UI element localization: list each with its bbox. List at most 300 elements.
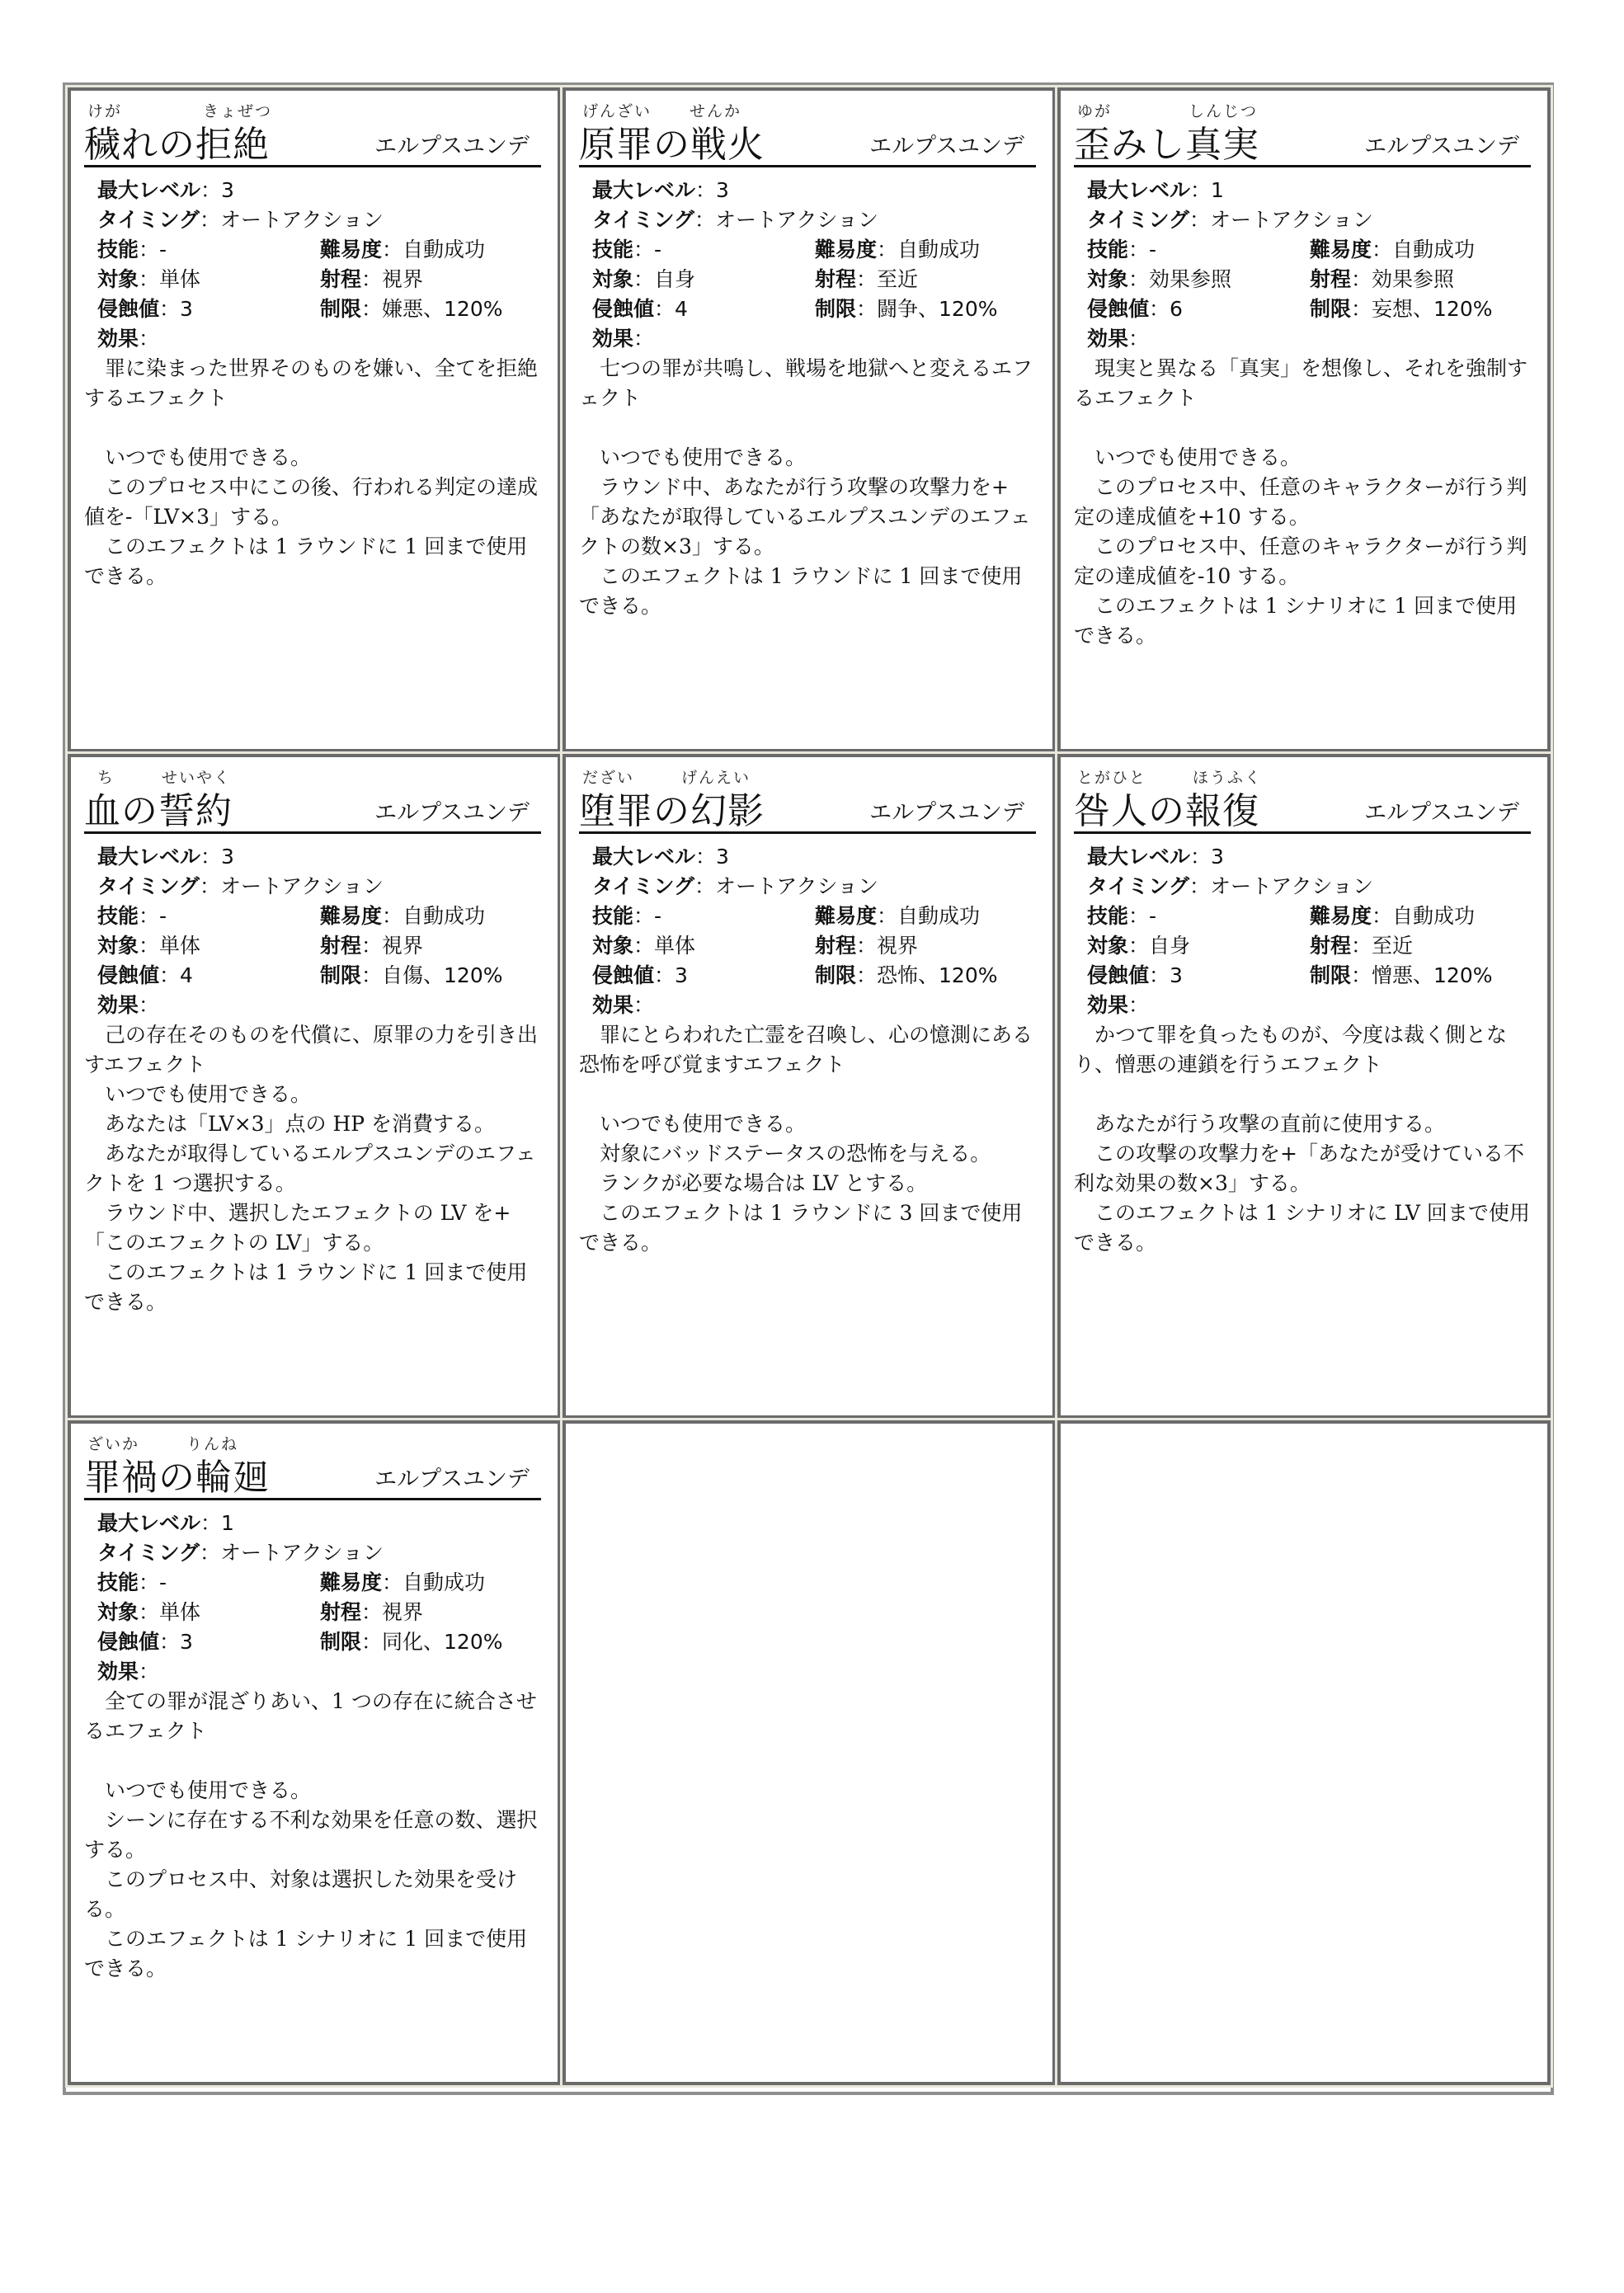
target-label: 対象 <box>1087 267 1129 291</box>
effect-paragraph: 七つの罪が共鳴し、戦場を地獄へと変えるエフェクト <box>579 356 1033 410</box>
max-level <box>1087 842 1224 872</box>
furigana-text: ち <box>97 769 115 787</box>
colon: ： <box>694 208 716 232</box>
colon: ： <box>1351 267 1372 291</box>
colon: ： <box>1149 297 1170 321</box>
target-label: 対象 <box>97 1600 139 1624</box>
effect-paragraph: かつて罪を負ったものが、今度は裁く側となり、憎悪の連鎖を行うエフェクト <box>1074 1023 1508 1076</box>
timing-value: オートアクション <box>715 874 879 898</box>
erosion-value: 4 <box>675 297 688 321</box>
effect-card <box>68 754 561 1419</box>
timing-label: タイミング <box>97 874 200 898</box>
effect-label: 効果 <box>592 327 634 351</box>
timing-value: オートアクション <box>1210 874 1374 898</box>
colon: ： <box>361 1600 383 1624</box>
effect-text <box>579 354 1041 621</box>
target-value: 単体 <box>159 1600 201 1624</box>
row <box>97 1509 546 1538</box>
target <box>592 931 815 961</box>
colon: ： <box>856 297 878 321</box>
effect-paragraph: いつでも使用できる。 <box>84 1778 312 1802</box>
timing-label: タイミング <box>1087 208 1190 232</box>
range <box>320 931 423 961</box>
effect-text <box>1074 354 1536 651</box>
colon: ： <box>382 1570 403 1594</box>
effect-paragraph: あなたは「LV×3」点の HP を消費する。 <box>84 1112 496 1136</box>
difficulty-label: 難易度 <box>1310 904 1372 928</box>
effect-category: エルプスユンデ <box>869 134 1024 159</box>
limit <box>320 961 503 991</box>
erosion <box>97 1627 320 1657</box>
target-value: 単体 <box>654 934 696 958</box>
max-level-label: 最大レベル <box>592 178 696 202</box>
card-title-row <box>84 99 541 167</box>
colon: ： <box>633 238 655 261</box>
effect-text <box>1074 1020 1536 1258</box>
effect-paragraph: ラウンド中、あなたが行う攻撃の攻撃力を+「あなたが取得しているエルプスユンデのエフェクトの数×3」する。 <box>579 475 1031 558</box>
range-label: 射程 <box>1310 267 1352 291</box>
row <box>1087 294 1536 324</box>
erosion-label: 侵蝕値 <box>97 297 160 321</box>
target-label: 対象 <box>97 934 139 958</box>
skill <box>97 902 320 931</box>
effect-paragraph: このエフェクトは 1 ラウンドに 3 回まで使用できる。 <box>579 1201 1023 1255</box>
effect-category: エルプスユンデ <box>374 800 530 826</box>
target-value: 自身 <box>1149 934 1191 958</box>
furigana-text: せいやく <box>162 769 232 787</box>
range-value: 視界 <box>382 267 424 291</box>
row <box>592 324 1041 354</box>
colon: ： <box>200 1511 222 1535</box>
blank-line <box>579 1080 1036 1109</box>
effect-name: 原罪の戦火 <box>579 124 765 166</box>
stat-block <box>579 842 1041 1020</box>
furigana-text: せんか <box>690 102 742 120</box>
furigana-text: けが <box>87 102 123 120</box>
skill-value: - <box>1149 904 1157 928</box>
effect-name: 歪みし真実 <box>1074 124 1259 166</box>
difficulty-value: 自動成功 <box>402 1570 486 1594</box>
limit-label: 制限 <box>815 963 857 987</box>
colon: ： <box>361 1630 383 1654</box>
colon: ： <box>139 1600 160 1624</box>
target-label: 対象 <box>592 267 634 291</box>
stat-block <box>84 176 546 354</box>
target-value: 単体 <box>159 934 201 958</box>
empty-card <box>1057 1420 1551 2085</box>
skill-label: 技能 <box>592 238 634 261</box>
target <box>97 265 320 294</box>
effect-paragraph: このプロセス中、任意のキャラクターが行う判定の達成値を-10 する。 <box>1074 534 1528 588</box>
max-level-label: 最大レベル <box>97 178 201 202</box>
skill-label: 技能 <box>1087 238 1129 261</box>
erosion-value: 3 <box>180 1630 193 1654</box>
card-title-row <box>84 765 541 834</box>
erosion-value: 6 <box>1170 297 1183 321</box>
range-value: 視界 <box>382 1600 424 1624</box>
timing-value: オートアクション <box>220 874 384 898</box>
effect-label: 効果 <box>1087 327 1129 351</box>
effect-paragraph: このプロセス中、任意のキャラクターが行う判定の達成値を+10 する。 <box>1074 475 1528 529</box>
colon: ： <box>139 934 160 958</box>
effect-category: エルプスユンデ <box>869 800 1024 826</box>
skill-value: - <box>159 904 167 928</box>
furigana-text: だざい <box>582 769 635 787</box>
difficulty-value: 自動成功 <box>897 238 981 261</box>
row <box>1087 931 1536 961</box>
row <box>592 176 1041 205</box>
row <box>1087 265 1536 294</box>
stat-block <box>1074 842 1536 1020</box>
effect-paragraph: ラウンド中、選択したエフェクトの LV を+「このエフェクトの LV」する。 <box>84 1201 511 1255</box>
furigana-text: しんじつ <box>1189 102 1259 120</box>
timing <box>1087 205 1373 235</box>
colon: ： <box>694 874 716 898</box>
skill <box>1087 902 1310 931</box>
difficulty-value: 自動成功 <box>897 904 981 928</box>
timing-value: オートアクション <box>1210 208 1374 232</box>
limit-value: 闘争、120% <box>877 297 998 321</box>
colon: ： <box>1189 208 1211 232</box>
timing-value: オートアクション <box>220 208 384 232</box>
difficulty <box>320 235 485 265</box>
limit-value: 同化、120% <box>382 1630 503 1654</box>
row <box>592 961 1041 991</box>
erosion-value: 3 <box>1170 963 1183 987</box>
difficulty-value: 自動成功 <box>402 238 486 261</box>
range-value: 至近 <box>877 267 919 291</box>
colon: ： <box>139 267 160 291</box>
furigana-text: とがひと <box>1077 769 1147 787</box>
target-value: 自身 <box>654 267 696 291</box>
colon: ： <box>1372 238 1393 261</box>
timing <box>1087 872 1373 902</box>
colon: ： <box>1149 963 1170 987</box>
colon: ： <box>1128 238 1150 261</box>
max-level-label: 最大レベル <box>1087 178 1191 202</box>
card-title-row <box>579 765 1036 834</box>
effect-name: 堕罪の幻影 <box>579 790 765 832</box>
colon: ： <box>361 934 383 958</box>
blank-line <box>1074 1080 1531 1109</box>
effect-label: 効果 <box>97 327 139 351</box>
row <box>97 1627 546 1657</box>
limit <box>320 294 503 324</box>
target <box>97 931 320 961</box>
row <box>592 842 1041 872</box>
erosion <box>592 294 815 324</box>
difficulty <box>815 235 980 265</box>
timing <box>592 872 878 902</box>
range-value: 効果参照 <box>1372 267 1455 291</box>
timing <box>97 1538 384 1568</box>
effect-paragraph: 現実と異なる「真実」を想像し、それを強制するエフェクト <box>1074 356 1528 410</box>
range-label: 射程 <box>320 934 362 958</box>
colon: ： <box>361 267 383 291</box>
limit-value: 恐怖、120% <box>877 963 998 987</box>
skill <box>592 902 815 931</box>
skill <box>592 235 815 265</box>
difficulty-label: 難易度 <box>1310 238 1372 261</box>
max-level <box>97 1509 234 1538</box>
effect-paragraph: いつでも使用できる。 <box>84 1082 312 1106</box>
timing-label: タイミング <box>592 874 695 898</box>
target-value: 単体 <box>159 267 201 291</box>
row <box>1087 991 1536 1020</box>
range-label: 射程 <box>320 267 362 291</box>
effect-text <box>84 1020 546 1317</box>
colon: ： <box>200 208 221 232</box>
colon: ： <box>1351 934 1372 958</box>
range <box>1310 931 1413 961</box>
blank-line <box>579 413 1036 443</box>
colon: ： <box>633 934 655 958</box>
range <box>815 931 918 961</box>
max-level-value: 3 <box>1211 845 1224 869</box>
stat-block <box>579 176 1041 354</box>
limit-value: 妄想、120% <box>1372 297 1493 321</box>
card-title-row <box>1074 765 1531 834</box>
effect-paragraph: いつでも使用できる。 <box>579 1112 807 1136</box>
furigana-text: りんね <box>186 1435 239 1453</box>
target-label: 対象 <box>592 934 634 958</box>
effect-paragraph: このプロセス中、対象は選択した効果を受ける。 <box>84 1867 518 1921</box>
row <box>592 294 1041 324</box>
effect-card <box>563 87 1056 752</box>
erosion-label: 侵蝕値 <box>1087 963 1150 987</box>
row <box>592 902 1041 931</box>
skill <box>1087 235 1310 265</box>
effect-paragraph: いつでも使用できる。 <box>579 445 807 469</box>
effect-name: 咎人の報復 <box>1074 790 1259 832</box>
difficulty-value: 自動成功 <box>402 904 486 928</box>
blank-line <box>84 413 541 443</box>
blank-line <box>84 1746 541 1776</box>
effect-paragraph: あなたが取得しているエルプスユンデのエフェクトを 1 つ選択する。 <box>84 1142 536 1195</box>
effect-text <box>84 1687 546 1984</box>
colon: ： <box>877 238 898 261</box>
colon: ： <box>695 178 717 202</box>
effect-paragraph: 全ての罪が混ざりあい、1 つの存在に統合させるエフェクト <box>84 1689 537 1743</box>
range-value: 視界 <box>877 934 919 958</box>
timing-value: オートアクション <box>220 1541 384 1565</box>
effect-paragraph: このエフェクトは 1 シナリオに 1 回まで使用できる。 <box>1074 594 1518 647</box>
limit <box>815 294 998 324</box>
row <box>97 1598 546 1627</box>
colon: ： <box>856 267 878 291</box>
colon: ： <box>1189 874 1211 898</box>
row <box>1087 842 1536 872</box>
colon: ： <box>382 904 403 928</box>
effect-name: 罪禍の輪廻 <box>84 1457 270 1499</box>
max-level-label: 最大レベル <box>1087 845 1191 869</box>
effect-name: 穢れの拒絶 <box>84 124 270 166</box>
colon: ： <box>695 845 717 869</box>
range-label: 射程 <box>815 934 857 958</box>
effect-label: 効果 <box>592 993 634 1017</box>
furigana-text: ほうふく <box>1193 769 1263 787</box>
colon: ： <box>200 845 222 869</box>
colon: ： <box>1128 934 1150 958</box>
max-level <box>97 842 234 872</box>
skill-label: 技能 <box>97 238 139 261</box>
skill-label: 技能 <box>592 904 634 928</box>
empty-card <box>563 1420 1056 2085</box>
limit <box>1310 961 1493 991</box>
card-title-row <box>579 99 1036 167</box>
max-level <box>97 176 234 205</box>
erosion <box>97 294 320 324</box>
row <box>592 872 1041 902</box>
colon: ： <box>139 1570 160 1594</box>
limit-label: 制限 <box>320 963 362 987</box>
skill-value: - <box>654 238 662 261</box>
row <box>592 265 1041 294</box>
colon: ： <box>200 178 222 202</box>
effect-card <box>68 1420 561 2085</box>
effect-paragraph: このエフェクトは 1 ラウンドに 1 回まで使用できる。 <box>579 564 1023 618</box>
erosion-value: 3 <box>180 297 193 321</box>
effect-label: 効果 <box>97 993 139 1017</box>
effect-paragraph: ランクが必要な場合は LV とする。 <box>579 1171 928 1195</box>
timing-label: タイミング <box>592 208 695 232</box>
colon: ： <box>159 963 181 987</box>
skill-label: 技能 <box>1087 904 1129 928</box>
erosion-value: 3 <box>675 963 688 987</box>
max-level <box>592 176 729 205</box>
colon: ： <box>361 963 383 987</box>
row <box>1087 961 1536 991</box>
row <box>592 205 1041 235</box>
colon: ： <box>139 1660 160 1683</box>
row <box>97 205 546 235</box>
erosion-label: 侵蝕値 <box>592 963 655 987</box>
blank-line <box>1074 413 1531 443</box>
row <box>97 265 546 294</box>
colon: ： <box>200 1541 221 1565</box>
effect-label: 効果 <box>97 1660 139 1683</box>
range-value: 視界 <box>382 934 424 958</box>
max-level-value: 3 <box>716 845 729 869</box>
target <box>1087 265 1310 294</box>
limit-value: 嫌悪、120% <box>382 297 503 321</box>
max-level-label: 最大レベル <box>97 1511 201 1535</box>
row <box>97 324 546 354</box>
difficulty-label: 難易度 <box>815 238 878 261</box>
card-title-row <box>1074 99 1531 167</box>
limit-label: 制限 <box>815 297 857 321</box>
effect-paragraph: シーンに存在する不利な効果を任意の数、選択する。 <box>84 1808 538 1862</box>
skill-value: - <box>159 1570 167 1594</box>
colon: ： <box>139 327 160 351</box>
effect-paragraph: 己の存在そのものを代償に、原罪の力を引き出すエフェクト <box>84 1023 539 1076</box>
effect-paragraph: この攻撃の攻撃力を+「あなたが受けている不利な効果の数×3」する。 <box>1074 1142 1524 1195</box>
effect-paragraph: このプロセス中にこの後、行われる判定の達成値を-「LV×3」する。 <box>84 475 539 529</box>
row <box>592 991 1041 1020</box>
erosion <box>97 961 320 991</box>
row <box>1087 902 1536 931</box>
effect-paragraph: 対象にバッドステータスの恐怖を与える。 <box>579 1142 991 1165</box>
erosion <box>1087 294 1310 324</box>
range-label: 射程 <box>815 267 857 291</box>
effect-name: 血の誓約 <box>84 790 233 832</box>
erosion <box>1087 961 1310 991</box>
range-label: 射程 <box>320 1600 362 1624</box>
stat-block <box>1074 176 1536 354</box>
timing <box>97 872 384 902</box>
colon: ： <box>633 904 655 928</box>
skill <box>97 235 320 265</box>
row <box>1087 324 1536 354</box>
row <box>592 235 1041 265</box>
card-grid <box>63 82 1554 2095</box>
colon: ： <box>1128 267 1150 291</box>
target <box>592 265 815 294</box>
colon: ： <box>1351 297 1372 321</box>
target-label: 対象 <box>97 267 139 291</box>
row <box>97 1657 546 1687</box>
effect-paragraph: あなたが行う攻撃の直前に使用する。 <box>1074 1112 1446 1136</box>
row <box>97 931 546 961</box>
max-level-value: 3 <box>221 845 234 869</box>
erosion-label: 侵蝕値 <box>1087 297 1150 321</box>
colon: ： <box>877 904 898 928</box>
furigana-text: げんざい <box>582 102 652 120</box>
difficulty <box>320 902 485 931</box>
limit <box>1310 294 1493 324</box>
card-title-row <box>84 1432 541 1500</box>
colon: ： <box>633 327 655 351</box>
skill-label: 技能 <box>97 1570 139 1594</box>
target-label: 対象 <box>1087 934 1129 958</box>
colon: ： <box>139 238 160 261</box>
row <box>97 294 546 324</box>
target-value: 効果参照 <box>1149 267 1232 291</box>
colon: ： <box>139 993 160 1017</box>
row <box>97 961 546 991</box>
timing-label: タイミング <box>1087 874 1190 898</box>
skill-value: - <box>1149 238 1157 261</box>
colon: ： <box>159 297 181 321</box>
max-level-value: 1 <box>1211 178 1224 202</box>
effect-category: エルプスユンデ <box>1364 800 1519 826</box>
effect-paragraph: 罪に染まった世界そのものを嫌い、全てを拒絶するエフェクト <box>84 356 539 410</box>
skill-label: 技能 <box>97 904 139 928</box>
difficulty <box>1310 902 1475 931</box>
limit-label: 制限 <box>1310 297 1352 321</box>
colon: ： <box>200 874 221 898</box>
effect-paragraph: いつでも使用できる。 <box>84 445 312 469</box>
max-level-value: 1 <box>221 1511 234 1535</box>
max-level-value: 3 <box>221 178 234 202</box>
difficulty <box>1310 235 1475 265</box>
row <box>97 902 546 931</box>
stat-block <box>84 1509 546 1687</box>
row <box>97 872 546 902</box>
skill <box>97 1568 320 1598</box>
stat-block <box>84 842 546 1020</box>
max-level-label: 最大レベル <box>592 845 696 869</box>
timing-value: オートアクション <box>715 208 879 232</box>
difficulty-label: 難易度 <box>320 904 383 928</box>
limit-label: 制限 <box>1310 963 1352 987</box>
erosion-label: 侵蝕値 <box>97 1630 160 1654</box>
timing-label: タイミング <box>97 208 200 232</box>
timing-label: タイミング <box>97 1541 200 1565</box>
max-level-value: 3 <box>716 178 729 202</box>
limit <box>320 1627 503 1657</box>
furigana-text: げんえい <box>681 769 751 787</box>
